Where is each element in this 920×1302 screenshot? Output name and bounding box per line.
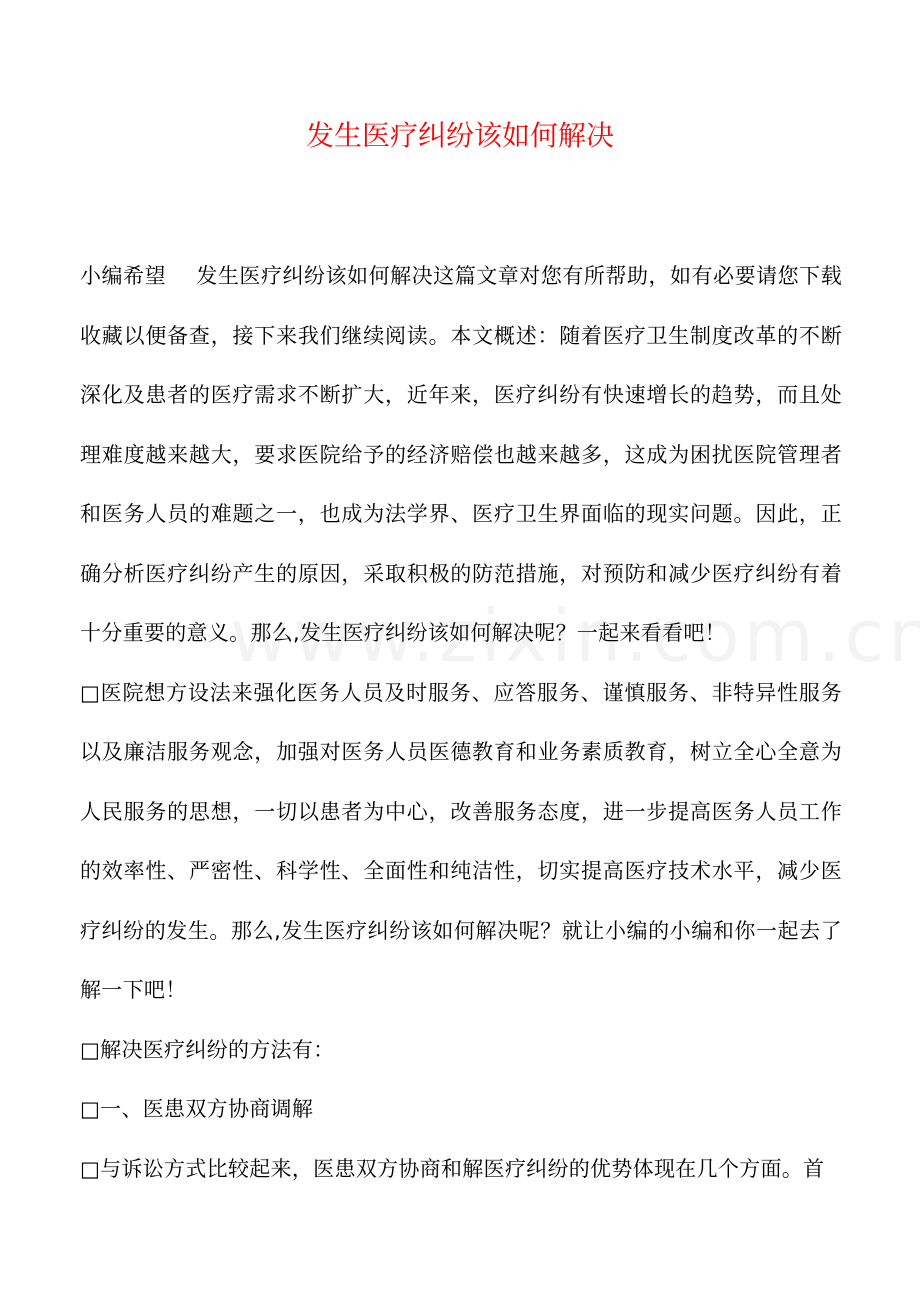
document-body	[80, 247, 842, 1199]
page-title: 发生医疗纠纷该如何解决	[305, 119, 614, 152]
paragraph-section-one-heading: □一、医患双方协商调解	[80, 1097, 314, 1121]
paragraph-intro	[80, 247, 842, 664]
intro-lead: 小编希望	[80, 264, 167, 288]
paragraph-comparison: □与诉讼方式比较起来，医患双方协商和解医疗纠纷的优势体现在几个方面。首	[80, 1156, 825, 1181]
paragraph-methods-heading: □解决医疗纠纷的方法有：	[80, 1037, 335, 1062]
intro-text: 发生医疗纠纷该如何解决这篇文章对您有所帮助，如有必要请您下载收藏以便备查，接下来我们继续阅读。本文概述：随着医疗卫生制度改革的不断深化及患者的医疗需求不断扩大，近年来，医疗纠纷有快速增长的趋势，而且处理难度越来越大，要求医院给予的经济赔偿也越来越多，这成为困扰医院管理者和医务人员的难题之一，也成为法学界、医疗卫生界面临的现实问题。因此，正确分析医疗纠纷产生的原因，采取积极的防范措施，对预防和减少医疗纠纷有着十分重要的意义。那么,发生医疗纠纷该如何解决呢？一起来看看吧！	[80, 264, 843, 645]
paragraph-hospital-measures: □医院想方设法来强化医务人员及时服务、应答服务、谨慎服务、非特异性服务以及廉洁服务观念，加强对医务人员医德教育和业务素质教育，树立全心全意为人民服务的思想，一切以患者为中心，改善服务态度，进一步提高医务人员工作的效率性、严密性、科学性、全面性和纯洁性，切实提高医疗技术水平，减少医疗纠纷的发生。那么,发生医疗纠纷该如何解决呢？就让小编的小编和你一起去了解一下吧！	[80, 680, 842, 1002]
